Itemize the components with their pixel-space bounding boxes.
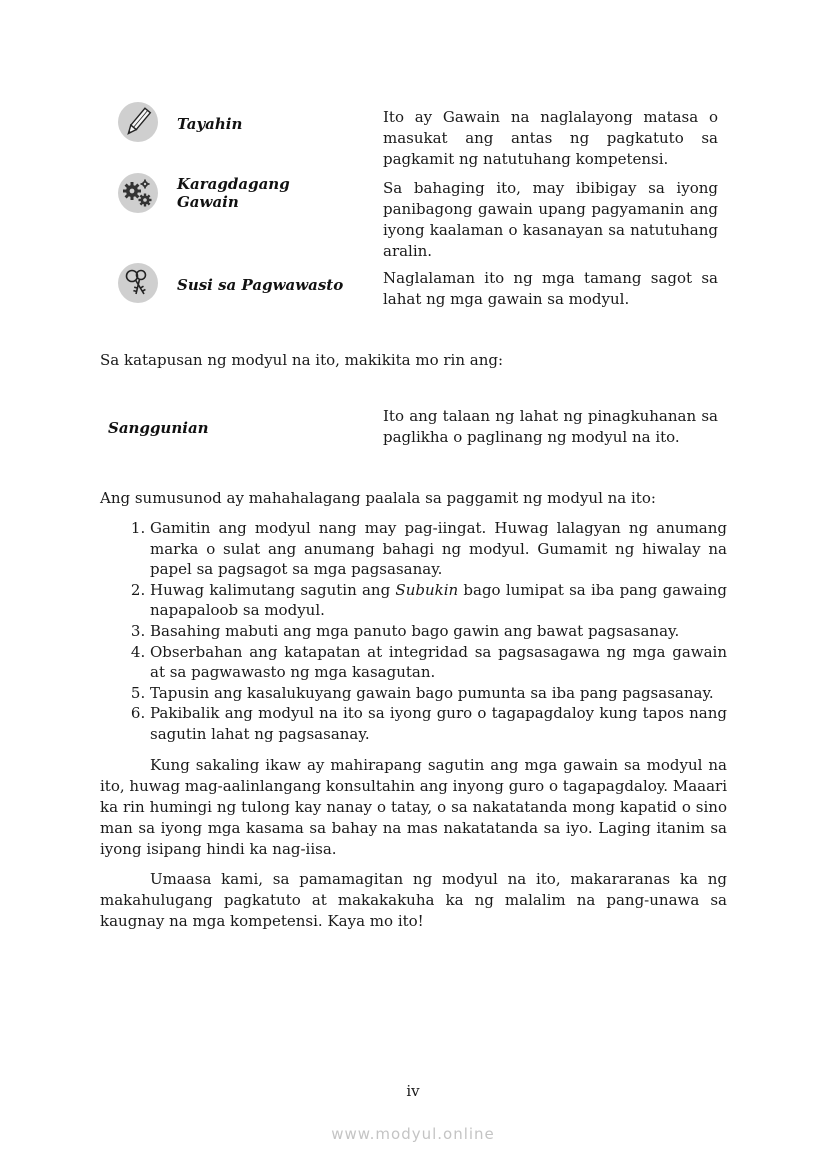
keys-icon [118,263,158,303]
subukin-emphasis: Subukin [395,580,459,599]
reminder-item: 2. Huwag kalimutang sagutin ang Subukin bago lumipat sa iba pang gawaing napapaloob sa modyul. [150,580,727,621]
legend-label-karagdagang-gawain: Karagdagang Gawain [177,175,290,211]
reminder-item: 3. Basahing mabuti ang mga panuto bago gawin ang bawat pagsasanay. [150,621,727,642]
pencil-icon [118,102,158,142]
closing-paragraph: Umaasa kami, sa pamamagitan ng modyul na ito, makararanas ka ng makahulugang pagkatuto at makakakuha ka ng malalim na pang-unawa sa kaugnay na mga kompetensi. Kaya mo ito! [100,870,727,930]
legend-description-tayahin: Ito ay Gawain na naglalayong matasa o masukat ang antas ng pagkatuto sa pagkamit ng natutuhang kompetensi. [383,108,718,168]
legend-description-susi-sa-pagwawasto: Naglalaman ito ng mga tamang sagot sa lahat ng mga gawain sa modyul. [383,269,718,308]
reference-label: Sanggunian [108,419,209,437]
legend-label-susi-sa-pagwawasto: Susi sa Pagwawasto [177,276,344,294]
legend-label-tayahin: Tayahin [177,115,243,133]
reminder-item: 6. Pakibalik ang modyul na ito sa iyong guro o tagapagdaloy kung tapos nang sagutin lahat ng pagsasanay. [150,703,727,744]
reminder-item: 4. Obserbahan ang katapatan at integridad sa pagsasagawa ng mga gawain at sa pagwawasto ng mga kasagutan. [150,642,727,683]
reminders-intro-text: Ang sumusunod ay mahahalagang paalala sa paggamit ng modyul na ito: [100,489,656,507]
reminders-list [100,518,727,745]
gears-icon [118,173,158,213]
reference-description: Ito ang talaan ng lahat ng pinagkuhanan sa paglikha o paglinang ng modyul na ito. [383,407,718,446]
legend-description-karagdagang-gawain: Sa bahaging ito, may ibibigay sa iyong panibagong gawain upang pagyamanin ang iyong kaalaman o kasanayan sa natutuhang aralin. [383,179,718,260]
page-number: iv [406,1082,420,1100]
help-paragraph: Kung sakaling ikaw ay mahirapang sagutin ang mga gawain sa modyul na ito, huwag mag-aalinlangang konsultahin ang inyong guro o tagapagdaloy. Maaari ka rin humingi ng tulong kay nanay o tatay, o sa nakatatanda mong kapatid o sino man sa iyong mga kasama sa bahay na mas nakatatanda sa iyo. Laging itanim sa iyong isipang hindi ka nag-iisa. [100,756,727,858]
watermark: www.modyul.online [331,1125,495,1143]
end-intro-text: Sa katapusan ng modyul na ito, makikita mo rin ang: [100,351,504,369]
reminder-item: 5. Tapusin ang kasalukuyang gawain bago pumunta sa iba pang pagsasanay. [150,683,727,704]
reminder-item: 1. Gamitin ang modyul nang may pag-iingat. Huwag lalagyan ng anumang marka o sulat ang anumang bahagi ng modyul. Gumamit ng hiwalay na papel sa pagsagot sa mga pagsasanay. [150,518,727,580]
